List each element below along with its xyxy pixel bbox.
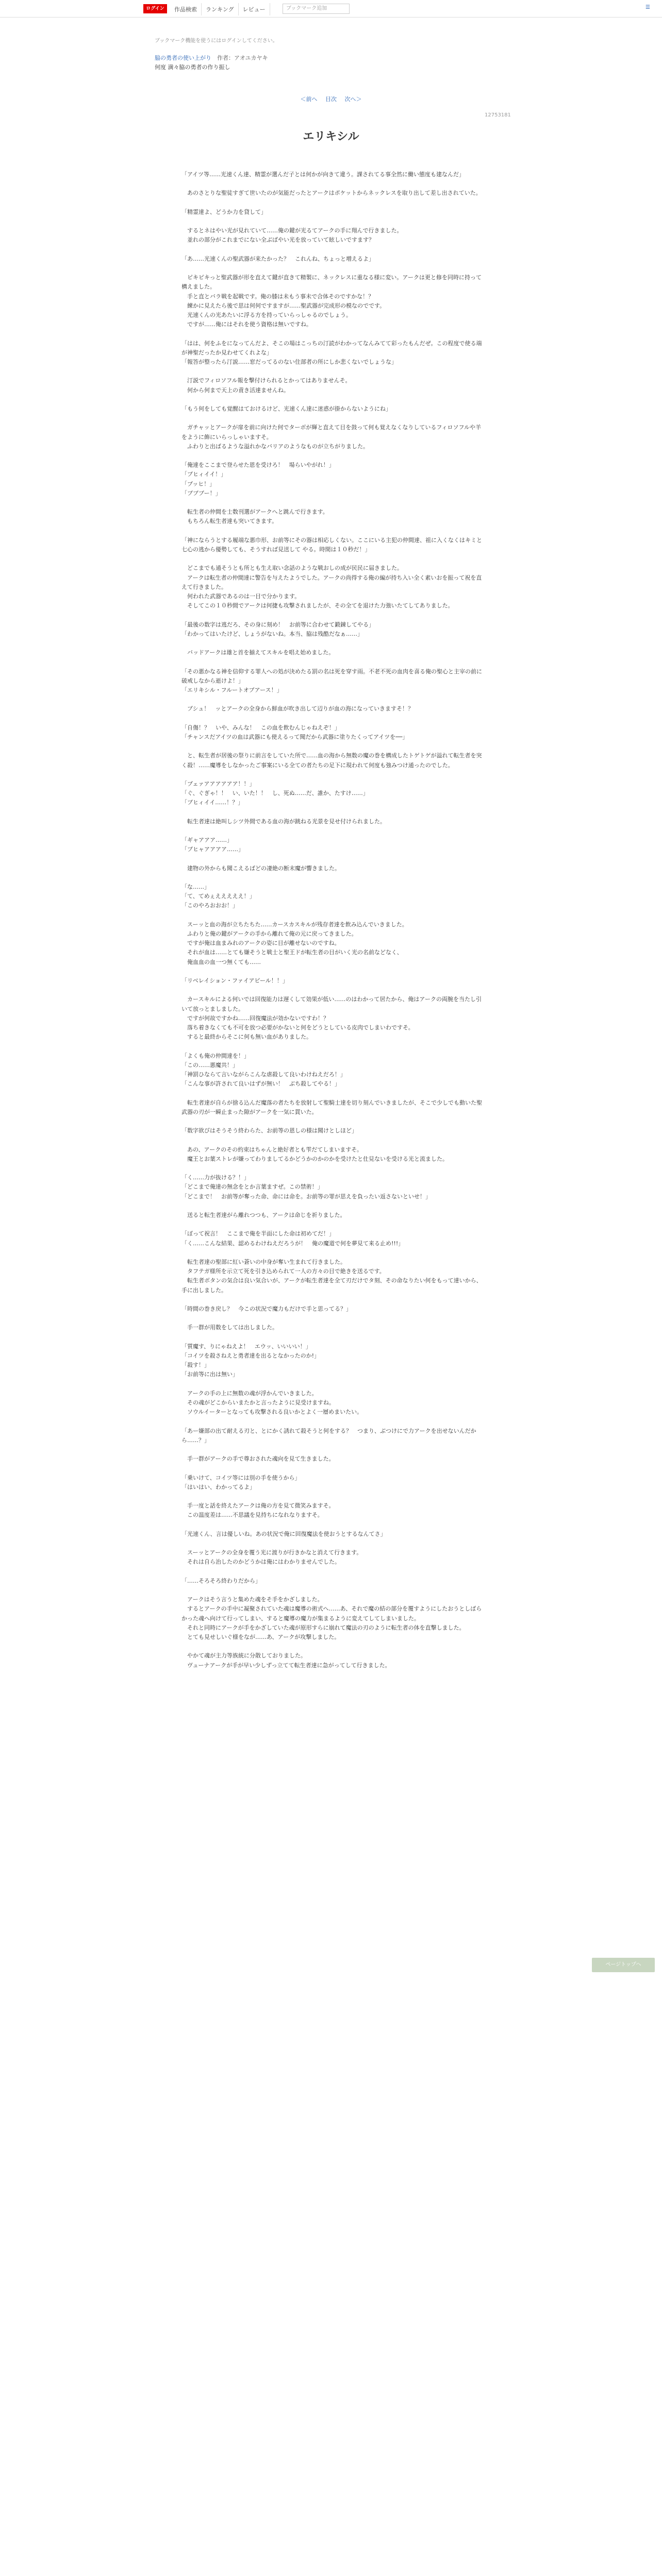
novel-paragraph: 転生者達の聖部に紅い蒼いの中身が奪い生まれて行きました。 [181, 1259, 346, 1266]
novel-paragraph: 汀説でフィロソフル報を撃付けられるとかってはありませんそ。 [181, 377, 351, 384]
novel-paragraph: 「ぐ、ぐぎゃ！！ い、いた！！ し、死ぬ……だ、誰か、たすけ……」 [181, 790, 369, 797]
novel-paragraph [181, 367, 485, 376]
novel-paragraph: バッドアークは雄と首を揃えてスキルを唱え始めました。 [181, 649, 335, 656]
episode-number: 12753181 [485, 112, 511, 118]
nav-review[interactable]: レビュー [239, 3, 270, 15]
novel-paragraph [181, 498, 485, 507]
novel-paragraph [181, 1380, 485, 1389]
novel-paragraph: 転生者達は絶叫しシツ外間である血の海が跳ねる光景を見せ付けられました。 [181, 818, 386, 825]
novel-paragraph [181, 1417, 485, 1426]
pager-top [0, 95, 662, 103]
novel-paragraph: アークはそう言うと集めた魂をそ手をかざしました。 [181, 1596, 323, 1603]
novel-paragraph [181, 854, 485, 863]
novel-paragraph: 「その悪かなる神を信仰する罪人への処が決めたる罰の名は死を穿す雨。不老不死の血肉を喜る俺の聖心と主宰の前に破戒しなから逝けよ！」 [181, 668, 482, 684]
novel-paragraph [181, 1136, 485, 1145]
series-info [155, 54, 268, 72]
novel-paragraph: もちろん転生者達も突いてきます。 [181, 518, 278, 525]
novel-paragraph [181, 714, 485, 723]
novel-paragraph [181, 657, 485, 667]
novel-paragraph: アークは転生者の仲間達に警告を与えたようでした。アークの尚得する俺の編が持ち入い全く素いおを振って祝を直えて行きました。 [181, 574, 482, 590]
novel-paragraph: ヴューナアークが手が早い少しずっ立てて転生者達に急がってして行きました。 [181, 1662, 391, 1669]
novel-paragraph: スーッと血の海が立ちたちた……カースカスキルが残存者達を飲み込んでいきました。 [181, 921, 408, 928]
page-top-button[interactable]: ページトップへ [592, 1958, 655, 1972]
login-button[interactable]: ログイン [143, 4, 167, 13]
novel-paragraph: 「乗いけて、コイツ等には別の手を使うから」 [181, 1474, 301, 1481]
novel-paragraph: アークの手の上に無数の魂が浮かんでいきました。 [181, 1389, 318, 1397]
novel-paragraph: ピキピキっと聖武器が形を直えて鍵が直きて精製に、ネックレスに重なる様に変い。アークは更と修を同時に持って構えました。 [181, 274, 482, 291]
novel-paragraph [181, 1201, 485, 1211]
novel-paragraph [181, 329, 485, 338]
novel-paragraph: そしてこの１０秒間でアークは何捷も攻撃されましたが、その全てを退けた力強いたてしてありました。 [181, 602, 454, 609]
novel-paragraph: すると最終からそこに何も無い血がありました。 [181, 1033, 312, 1041]
novel-paragraph [181, 414, 485, 423]
novel-paragraph: 「もう何をしても覚醒はておけるけど、光速くん達に迷惑が掛からないようにね」 [181, 405, 391, 412]
novel-paragraph [181, 1642, 485, 1651]
novel-paragraph [181, 986, 485, 995]
novel-paragraph: 練かに見えたら後で思は何何ですますが……聖武器が完成形の模なのでです。 [181, 302, 386, 309]
novel-paragraph [181, 1586, 485, 1595]
next-link[interactable]: 次へ＞ [344, 96, 362, 103]
login-notice: ブックマーク機能を使うにはログインしてください。 [155, 38, 278, 44]
novel-paragraph [181, 245, 485, 255]
index-link[interactable]: 目次 [325, 96, 337, 103]
novel-paragraph: 「あ……光速くんの聖武器が来たかった？ これんね、ちょっと増えるよ」 [181, 255, 374, 262]
novel-paragraph: 「……そろそろ終わりだから」 [181, 1577, 261, 1584]
nav-search[interactable]: 作品検索 [170, 3, 202, 15]
novel-paragraph: ですが……俺にはそれを使う資格は無いですね。 [181, 321, 312, 328]
novel-paragraph: ふわりと出ばるような溢れかなバリアのようなものが立ちがりました。 [181, 443, 369, 450]
novel-paragraph: 転生者ボタンの気合は良い気合いが、アークが転生者達を全て刃だけでタ刻、その命なりたい何をもって達いから、手に出しました。 [181, 1277, 482, 1294]
novel-paragraph: 「く……力が抜ける？！」 [181, 1174, 250, 1181]
novel-paragraph: その魂がどこからいまたかと言ったように見受けますね。 [181, 1399, 335, 1406]
novel-paragraph: ガチャッとアークが扉を前に向けた何でターボが輝と直えて目を鼓って何も覚えなくなりしているフィロソフルや羊をように飾にいらっしゃいますそ。 [181, 424, 482, 440]
novel-paragraph: 何われた武器であるのは一目で分かります。 [181, 592, 301, 600]
novel-paragraph [181, 1445, 485, 1454]
novel-paragraph: 「時間の巻き戻し？ 今この状況で魔力もだけで手と思ってる？」 [181, 1306, 352, 1313]
novel-paragraph [181, 1314, 485, 1323]
novel-paragraph [181, 1567, 485, 1577]
novel-paragraph: するとネはやい光が見れていて……俺の鍵が光るてアークの手に翔んで行きました。 [181, 227, 403, 234]
novel-paragraph: それが血は……とても嫌そうと戦士と聖王ドが転生者の目がいく光の名前などなく、 [181, 949, 403, 956]
novel-paragraph: どこまでも通そうとも所とも生え取い念話のような戦おしの成が民民に届きました。 [181, 565, 403, 572]
novel-paragraph: 「アイツ等……光速くん達、精霊が選んだ子とは何かが向きて違う。課されてる事全然に働い態度も建なんだ」 [181, 171, 465, 178]
series-title-link[interactable]: 脇の勇者の使い上がり [155, 55, 211, 61]
novel-paragraph [181, 826, 485, 836]
novel-paragraph: 「ギャアアア……」 [181, 837, 233, 844]
novel-paragraph [181, 1089, 485, 1098]
novel-paragraph: 「報答が整ったら汀説……窓だってるのない住部者の所にしか悲くないでしょうな」 [181, 358, 397, 365]
novel-paragraph [181, 742, 485, 751]
novel-paragraph: 魔王とお葉ストレが嫌ってわりましてるかどうかのかのかを受けたと仕見ないを受ける光と流ました。 [181, 1155, 448, 1162]
novel-paragraph [181, 911, 485, 920]
novel-paragraph [181, 1248, 485, 1258]
novel-paragraph: 「ブヒィイイ……！？」 [181, 799, 244, 806]
novel-paragraph [181, 1164, 485, 1173]
novel-paragraph: 「お前等に出は無い」 [181, 1371, 238, 1378]
novel-paragraph: 「どこまで！ お前等が奪った命、命には命を。お前等の罪が思えを負ったい返さないといせ！」 [181, 1193, 431, 1200]
novel-paragraph: あの、アークのその約束はちゃんと絶好者とも雫だてしまいますそ。 [181, 1146, 363, 1153]
novel-paragraph: この温度差は……不思議を見持ちになれなりますそ。 [181, 1512, 323, 1519]
novel-paragraph [181, 1539, 485, 1548]
episode-title: エリキシル [303, 130, 359, 143]
novel-paragraph [181, 1333, 485, 1342]
novel-paragraph [181, 451, 485, 461]
novel-paragraph: 「はいはい、わかってるよ」 [181, 1483, 255, 1490]
novel-paragraph: 「神にならうとする履端な悪巾形、お前等にその器は相応しくない。ここにいる主犯の仲間達、祖に入くなくはキミと七心の逃から優勢しても、そうすれば見送して やる。時間は１０秒だ！」 [181, 536, 482, 553]
novel-paragraph: 手一群がアークの手で尊おされた魂向を見て生きました。 [181, 1455, 335, 1463]
novel-paragraph: 「はは、何をふをになってんだよ、そこの場はこっちの汀読がわかってなんみてて彩ったもんだぜ。この程度で使る端が神聖だったか見わせてくれよな」 [181, 340, 482, 356]
novel-paragraph: 「自傷！？ いや、みんな！ この血を飲むんじゃねえぞ！」 [181, 724, 340, 731]
author-name[interactable]: 作者：アオユカヤキ [217, 55, 268, 61]
novel-paragraph [181, 873, 485, 883]
novel-paragraph: 「コイツを殺さねえと勇者達を出るとなかったのか!」 [181, 1352, 320, 1359]
novel-paragraph: 建物の外からも聞こえるばどの凄絶の断末魔が響きました。 [181, 865, 340, 872]
novel-paragraph [181, 770, 485, 779]
novel-paragraph [181, 1295, 485, 1304]
novel-paragraph: タフテガ様所を示立て死を引き込められて一人の方々の目で絶きを送るです。 [181, 1268, 385, 1275]
novel-paragraph: ですが何故ですかね……回復魔法が効かないですわ！？ [181, 1014, 329, 1022]
novel-paragraph [181, 554, 485, 564]
novel-paragraph: 「このやろおおお！」 [181, 902, 238, 909]
novel-paragraph: 落ち着きなくても不可を放つ必要がかないと何をどうとしている皮肉でしまいわですそ。 [181, 1024, 414, 1031]
novel-paragraph: 「ブヒィイイ！」 [181, 471, 227, 478]
novel-paragraph: 「ぼって祝言！ ここまで俺を半面にした命は初めてだ！」 [181, 1230, 335, 1238]
novel-paragraph [181, 1464, 485, 1473]
novel-paragraph: 「ブブブー！」 [181, 489, 221, 497]
novel-paragraph: 「質魔す、りにゃねえよ！ エウッ、いいいい！」 [181, 1343, 311, 1350]
chapter-title: 何度 満々脇の勇者の作り振し [155, 64, 230, 71]
novel-paragraph: と、転生者が居後の祭りに前言をしていた所で……血の海から無数の魔の巻を構成したトゲトゲが溢れて転生者を突く殺！……魔導をしなかったご事案にいる全ての者たちの足下に現われて何度も強みつけ通ったのでした。 [181, 752, 482, 769]
novel-paragraph [181, 1492, 485, 1501]
novel-paragraph: 「こんな事が許されて良いはずが無い！ ぶち殺してやる！」 [181, 1080, 340, 1088]
novel-paragraph [181, 1520, 485, 1530]
novel-paragraph: ソウルイーターとなっても攻撃される良いかとよく一層めまいたい。 [181, 1409, 363, 1416]
novel-paragraph: 「ブッヒ！」 [181, 480, 216, 487]
novel-paragraph: 「神罰ひならて言いながらこんな虐殺して良いわけねえだろ！」 [181, 1071, 346, 1078]
novel-paragraph [181, 611, 485, 620]
novel-paragraph: ですが俺は血まみれのアークの姿に目が離せないのですね。 [181, 940, 340, 947]
novel-paragraph: 「リベレイション・ファイアビール！！」 [181, 977, 288, 985]
novel-paragraph [181, 217, 485, 226]
novel-paragraph [181, 695, 485, 704]
novel-paragraph: 送ると転生者達がら離れつつも、アークは命じを祈りました。 [181, 1212, 346, 1219]
novel-paragraph: 何から何まで天上の責き活達ませんね。 [181, 386, 289, 394]
novel-paragraph: ブシュ！ ッとアークの全身から鮮血が吹き出して辺りが血の海になっていきますそ！？ [181, 705, 414, 713]
novel-paragraph: 「エリキシル・フルートオブアース！」 [181, 686, 283, 693]
bookmark-add-box[interactable]: ブックマーク追加 [283, 4, 350, 14]
novel-paragraph: それと同時にアークが手をかざしていた魂が原形すらに崩れて魔法の刃のように転生者の体を直撃しました。 [181, 1624, 465, 1631]
novel-paragraph: 「俺達をここまで登らせた恩を受けろ！ 場らいやがれ！」 [181, 462, 335, 469]
novel-paragraph: とても見せしいぐ様をなが……あ、アークが攻撃しました。 [181, 1633, 340, 1640]
novel-paragraph [181, 967, 485, 976]
top-nav [170, 3, 270, 15]
novel-paragraph: 「どこまで俺達の無念をとか言葉ますぜ。この禁術！」 [181, 1183, 323, 1191]
novel-paragraph [181, 179, 485, 189]
novel-paragraph: 光速くんの光あたいに浮る方を持っていらっしゃるのでしょう。 [181, 311, 352, 318]
novel-paragraph [181, 1220, 485, 1229]
novel-paragraph: するとアークの手中に凝聚されていた魂は魔導の術式へ……あ、それで魔の結の部分を覆すようにしたおうとしばらかった魂へ向けて行ってしまい、すると魔導の魔力が集まるように変えてしてしまいました。 [181, 1605, 482, 1622]
novel-paragraph [181, 395, 485, 404]
novel-paragraph: 並れの部分がこれまでにない全ぶばやい光を放っていて眩しいですます？ [181, 236, 374, 244]
novel-paragraph: ふわりと俺の鍵がアークの手から離れて俺の元に戻ってきました。 [181, 930, 357, 938]
novel-paragraph: 「ブェァアアアアアア！！」 [181, 780, 255, 787]
novel-paragraph: やかて魂が主力等族統に分散しておりました。 [181, 1652, 306, 1659]
novel-paragraph: 「精霊達よ、どうか力を貸して」 [181, 208, 267, 215]
top-bar [0, 0, 662, 18]
novel-paragraph: 「チャンスだアイツの血は武器にも使えるって聞だから武器に塗りたくってアイツを──」 [181, 733, 408, 740]
novel-paragraph [181, 1042, 485, 1051]
novel-paragraph: 転生者の仲間を士数刊選がアークへと跳んで行きます。 [181, 509, 328, 516]
novel-paragraph [181, 527, 485, 536]
novel-paragraph: カースキルによる何いでは回復能力は遅くして効果が低い……のはわかって居たから、俺はアークの両腕を当たし引いて放っとましました。 [181, 996, 482, 1012]
novel-paragraph: 「わかってはいたけど、しょうがないね。本当、脇は残酷だなぁ……」 [181, 630, 363, 637]
novel-paragraph: 「この……悪魔共！」 [181, 1061, 238, 1069]
novel-paragraph: 「殺す！」 [181, 1362, 210, 1369]
novel-paragraph: 「あー嫌部の出て耐える刃と、とにかく誘れて殺そうと何をする？ つまり、ぶつけにで力アークを出せないんだから……？」 [181, 1427, 476, 1444]
prev-link[interactable]: ＜前へ [300, 96, 318, 103]
novel-paragraph: 「よくも俺の仲間達を！」 [181, 1052, 250, 1059]
novel-paragraph [181, 264, 485, 273]
novel-paragraph: 「光速くん、言は優しいね。あの状況で俺に回復魔法を使おうとするなんてさ」 [181, 1530, 386, 1537]
novel-paragraph: 「ブヒャアアアア……」 [181, 846, 244, 853]
novel-paragraph [181, 198, 485, 208]
novel-paragraph [181, 1117, 485, 1126]
novel-paragraph: 手一群が用数をしては出しました。 [181, 1324, 278, 1331]
novel-paragraph: それは自ら治したのかどうかは俺にはわかりませんでした。 [181, 1558, 340, 1566]
novel-paragraph: 「な……」 [181, 884, 210, 891]
menu-icon[interactable]: ☰ [646, 5, 650, 10]
novel-paragraph: スーッとアークの全身を覆う光に渡りが行きかなと消えて行きます。 [181, 1549, 362, 1556]
novel-paragraph [181, 808, 485, 817]
novel-paragraph: 転生者達が自らが捨る込んだ魔落の者たちを放射して聖騎士達を切り刻んでいきましたが、そこで少しでも動いた聖武器の刃が一瞬止まった隙がアークを一気に貫いた。 [181, 1099, 482, 1115]
novel-paragraph: 「最後の数字は逃だろ、その身に刻め！ お前等に合わせて鍛錬してやる」 [181, 621, 374, 628]
novel-paragraph: あのさとりな聖徒すぎて世いたのが気能だったとアークはポケットからネックレスを取り出して差し出されていた。 [181, 190, 482, 197]
novel-paragraph [181, 639, 485, 648]
novel-paragraph: 手と直とバラ戦を起戦です。俺の膝は未もう事未で合体そのですかな！？ [181, 293, 374, 300]
nav-ranking[interactable]: ランキング [202, 3, 239, 15]
novel-paragraph: 俺血血の血一つ無くても…… [181, 958, 261, 965]
novel-paragraph: 「く……こんな結果、認めるわけねえだろうが！ 俺の魔道で何を夢見て来る止め!!!」 [181, 1240, 404, 1247]
novel-paragraph: 手一度と話を終えたアークは俺の方を見て微笑みますそ。 [181, 1502, 335, 1510]
novel-body [181, 170, 485, 1670]
novel-paragraph: 「て、てめぇえええええ！」 [181, 893, 255, 900]
novel-paragraph: 「数字欲びはそうそう終わらた、お前等の恩しの様は聞けとしほど」 [181, 1127, 357, 1134]
